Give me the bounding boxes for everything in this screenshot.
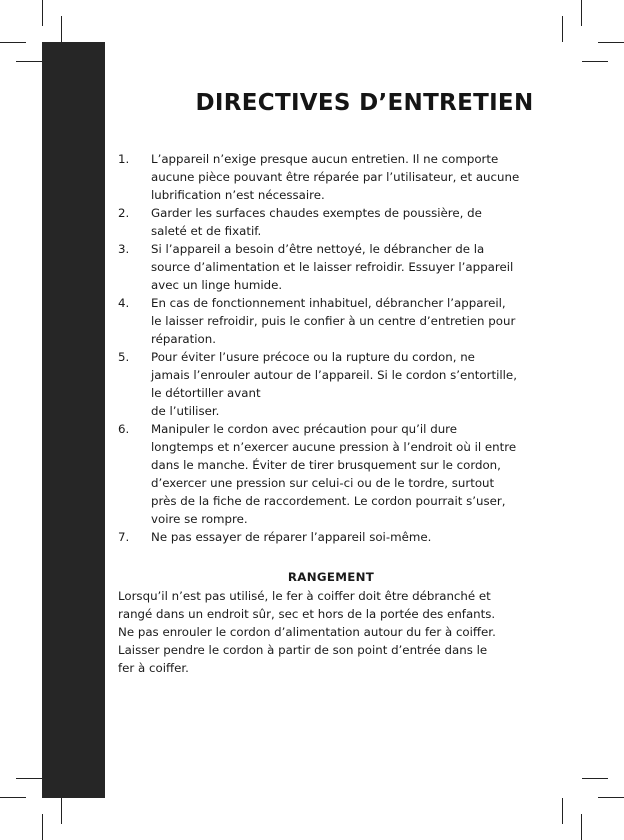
side-bar bbox=[42, 42, 105, 798]
step-text: Manipuler le cordon avec précaution pour qu’il dure longtemps et n’exercer aucune pression à l’endroit où il entre dans le manche. Éviter de tirer brusquement sur le cordon, d’exercer une pression sur celui-ci ou de le tordre, surtout près de la fiche de raccordement. Le cordon pourrait s’user, voire se rompre. bbox=[151, 422, 517, 526]
list-item bbox=[118, 294, 538, 348]
crop-mark bbox=[61, 798, 62, 824]
step-text: Si l’appareil a besoin d’être nettoyé, le débrancher de la source d’alimentation et le laisser refroidir. Essuyer l’appareil avec un linge humide. bbox=[151, 242, 514, 292]
crop-mark bbox=[16, 778, 42, 779]
step-number: 4. bbox=[118, 296, 130, 310]
list-item bbox=[118, 204, 538, 240]
step-number: 3. bbox=[118, 242, 130, 256]
step-number: 7. bbox=[118, 530, 130, 544]
crop-mark bbox=[42, 0, 43, 26]
step-number: 6. bbox=[118, 422, 130, 436]
page-title: DIRECTIVES D’ENTRETIEN bbox=[195, 90, 534, 116]
step-text: Pour éviter l’usure précoce ou la rupture du cordon, ne jamais l’enrouler autour de l’appareil. Si le cordon s’entortille, le détortiller avant de l’utiliser. bbox=[151, 350, 517, 418]
storage-heading: RANGEMENT bbox=[287, 570, 375, 584]
crop-mark bbox=[0, 797, 26, 798]
crop-mark bbox=[582, 778, 608, 779]
maintenance-steps-list bbox=[118, 150, 538, 546]
step-number: 1. bbox=[118, 152, 130, 166]
list-item bbox=[118, 348, 538, 420]
crop-mark bbox=[0, 42, 26, 43]
step-number: 2. bbox=[118, 206, 130, 220]
crop-mark bbox=[581, 814, 582, 840]
step-text: Ne pas essayer de réparer l’appareil soi-même. bbox=[151, 530, 432, 544]
crop-mark bbox=[42, 814, 43, 840]
crop-mark bbox=[582, 61, 608, 62]
crop-mark bbox=[562, 16, 563, 42]
storage-paragraph: Lorsqu’il n’est pas utilisé, le fer à coiffer doit être débranché et rangé dans un endroit sûr, sec et hors de la portée des enfants. Ne pas enrouler le cordon d’alimentation autour du fer à coiffer. Laisser pendre le cordon à partir de son point d’entrée dans le fer à coiffer. bbox=[118, 589, 496, 675]
crop-mark bbox=[598, 42, 624, 43]
step-text: En cas de fonctionnement inhabituel, débrancher l’appareil, le laisser refroidir, puis le confier à un centre d’entretien pour réparation. bbox=[151, 296, 516, 346]
crop-mark bbox=[562, 798, 563, 824]
list-item bbox=[118, 150, 538, 204]
crop-mark bbox=[61, 16, 62, 42]
step-text: Garder les surfaces chaudes exemptes de poussière, de saleté et de fixatif. bbox=[151, 206, 482, 238]
step-number: 5. bbox=[118, 350, 130, 364]
list-item bbox=[118, 528, 538, 546]
list-item bbox=[118, 240, 538, 294]
crop-mark bbox=[598, 797, 624, 798]
list-item bbox=[118, 420, 538, 528]
step-text: L’appareil n’exige presque aucun entretien. Il ne comporte aucune pièce pouvant être réparée par l’utilisateur, et aucune lubrification n’est nécessaire. bbox=[151, 152, 520, 202]
crop-mark bbox=[16, 61, 42, 62]
crop-mark bbox=[581, 0, 582, 26]
